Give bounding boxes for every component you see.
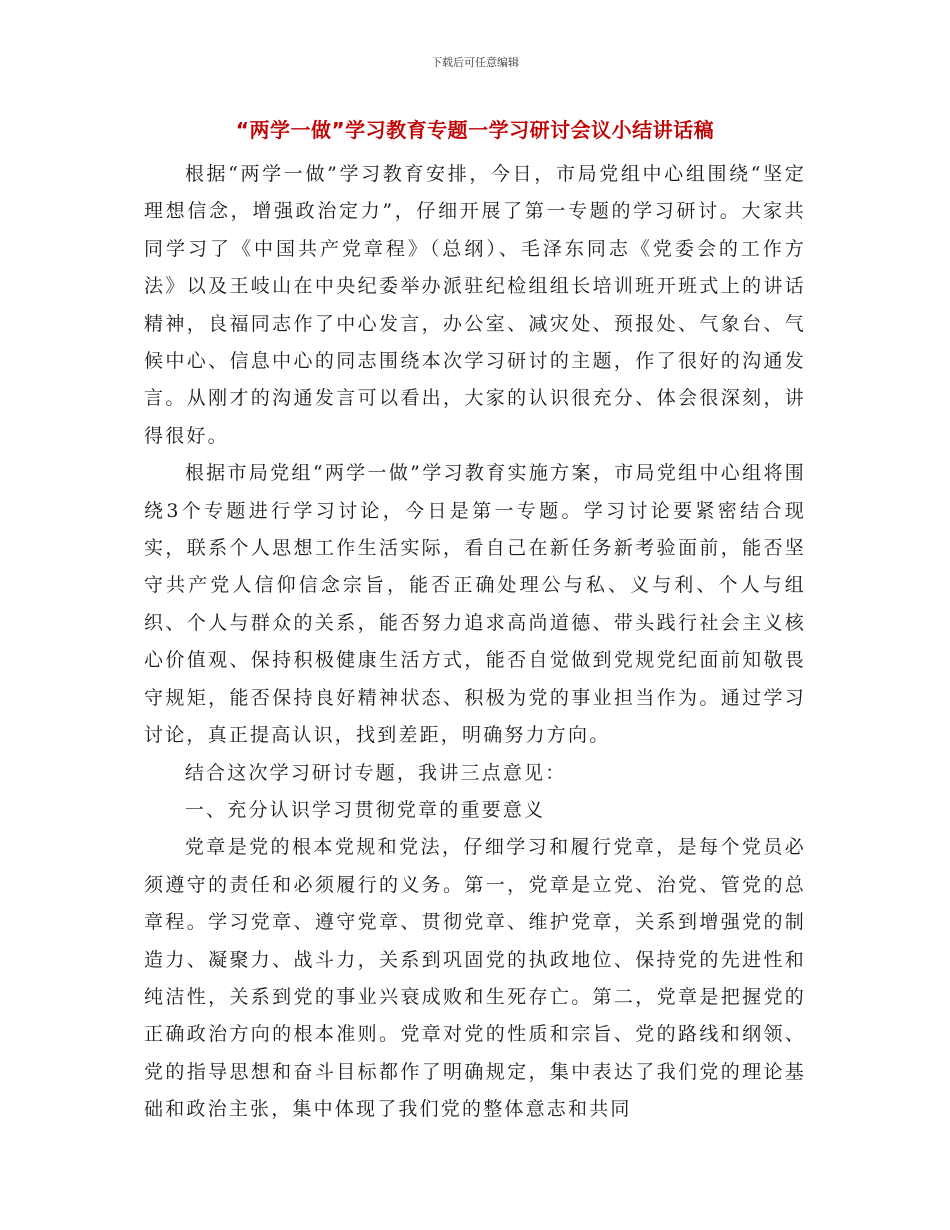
- paragraph-opinions: 结合这次学习研讨专题，我讲三点意见：: [184, 761, 567, 784]
- header-note: 下载后可任意编辑: [431, 56, 519, 69]
- paragraph-plan: 根据市局党组“两学一做”学习教育实施方案，市局党组中心组将围绕3个专题进行学习讨论，今日是第一专题。学习讨论要紧密结合现实，联系个人思想工作生活实际，看自己在新任务新考验面前，能否坚守共产党人信仰信念宗旨，能否正确处理公与私、义与利、个人与组织、个人与群众的关系，能否努力追求高尚道德、带头践行社会主义核心价值观、保持积极健康生活方式，能否自觉做到党规党纪面前知敬畏守规矩，能否保持良好精神状态、积极为党的事业担当作为。通过学习讨论，真正提高认识，找到差距，明确努力方向。: [144, 462, 806, 747]
- paragraph-intro: 根据“两学一做”学习教育安排，今日，市局党组中心组围绕“坚定理想信念，增强政治定力”，仔细开展了第一专题的学习研讨。大家共同学习了《中国共产党章程》（总纲）、毛泽东同志《党委会的工作方法》以及王岐山在中央纪委举办派驻纪检组组长培训班开班式上的讲话精神，良福同志作了中心发言，办公室、减灾处、预报处、气象台、气候中心、信息中心的同志围绕本次学习研讨的主题，作了很好的沟通发言。从刚才的沟通发言可以看出，大家的认识很充分、体会很深刻，讲得很好。: [144, 163, 806, 447]
- paragraph-party-constitution: 党章是党的根本党规和党法，仔细学习和履行党章，是每个党员必须遵守的责任和必须履行的义务。第一，党章是立党、治党、管党的总章程。学习党章、遵守党章、贯彻党章、维护党章，关系到增强党的制造力、凝聚力、战斗力，关系到巩固党的执政地位、保持党的先进性和纯洁性，关系到党的事业兴衰成败和生死存亡。第二，党章是把握党的正确政治方向的根本准则。党章对党的性质和宗旨、党的路线和纲领、党的指导思想和奋斗目标都作了明确规定，集中表达了我们党的理论基础和政治主张，集中体现了我们党的整体意志和共同: [144, 836, 806, 1121]
- document-body: [144, 156, 806, 1129]
- section-heading-1: 一、充分认识学习贯彻党章的重要意义: [184, 798, 546, 821]
- document-title: “两学一做”学习教育专题一学习研讨会议小结讲话稿: [235, 118, 715, 142]
